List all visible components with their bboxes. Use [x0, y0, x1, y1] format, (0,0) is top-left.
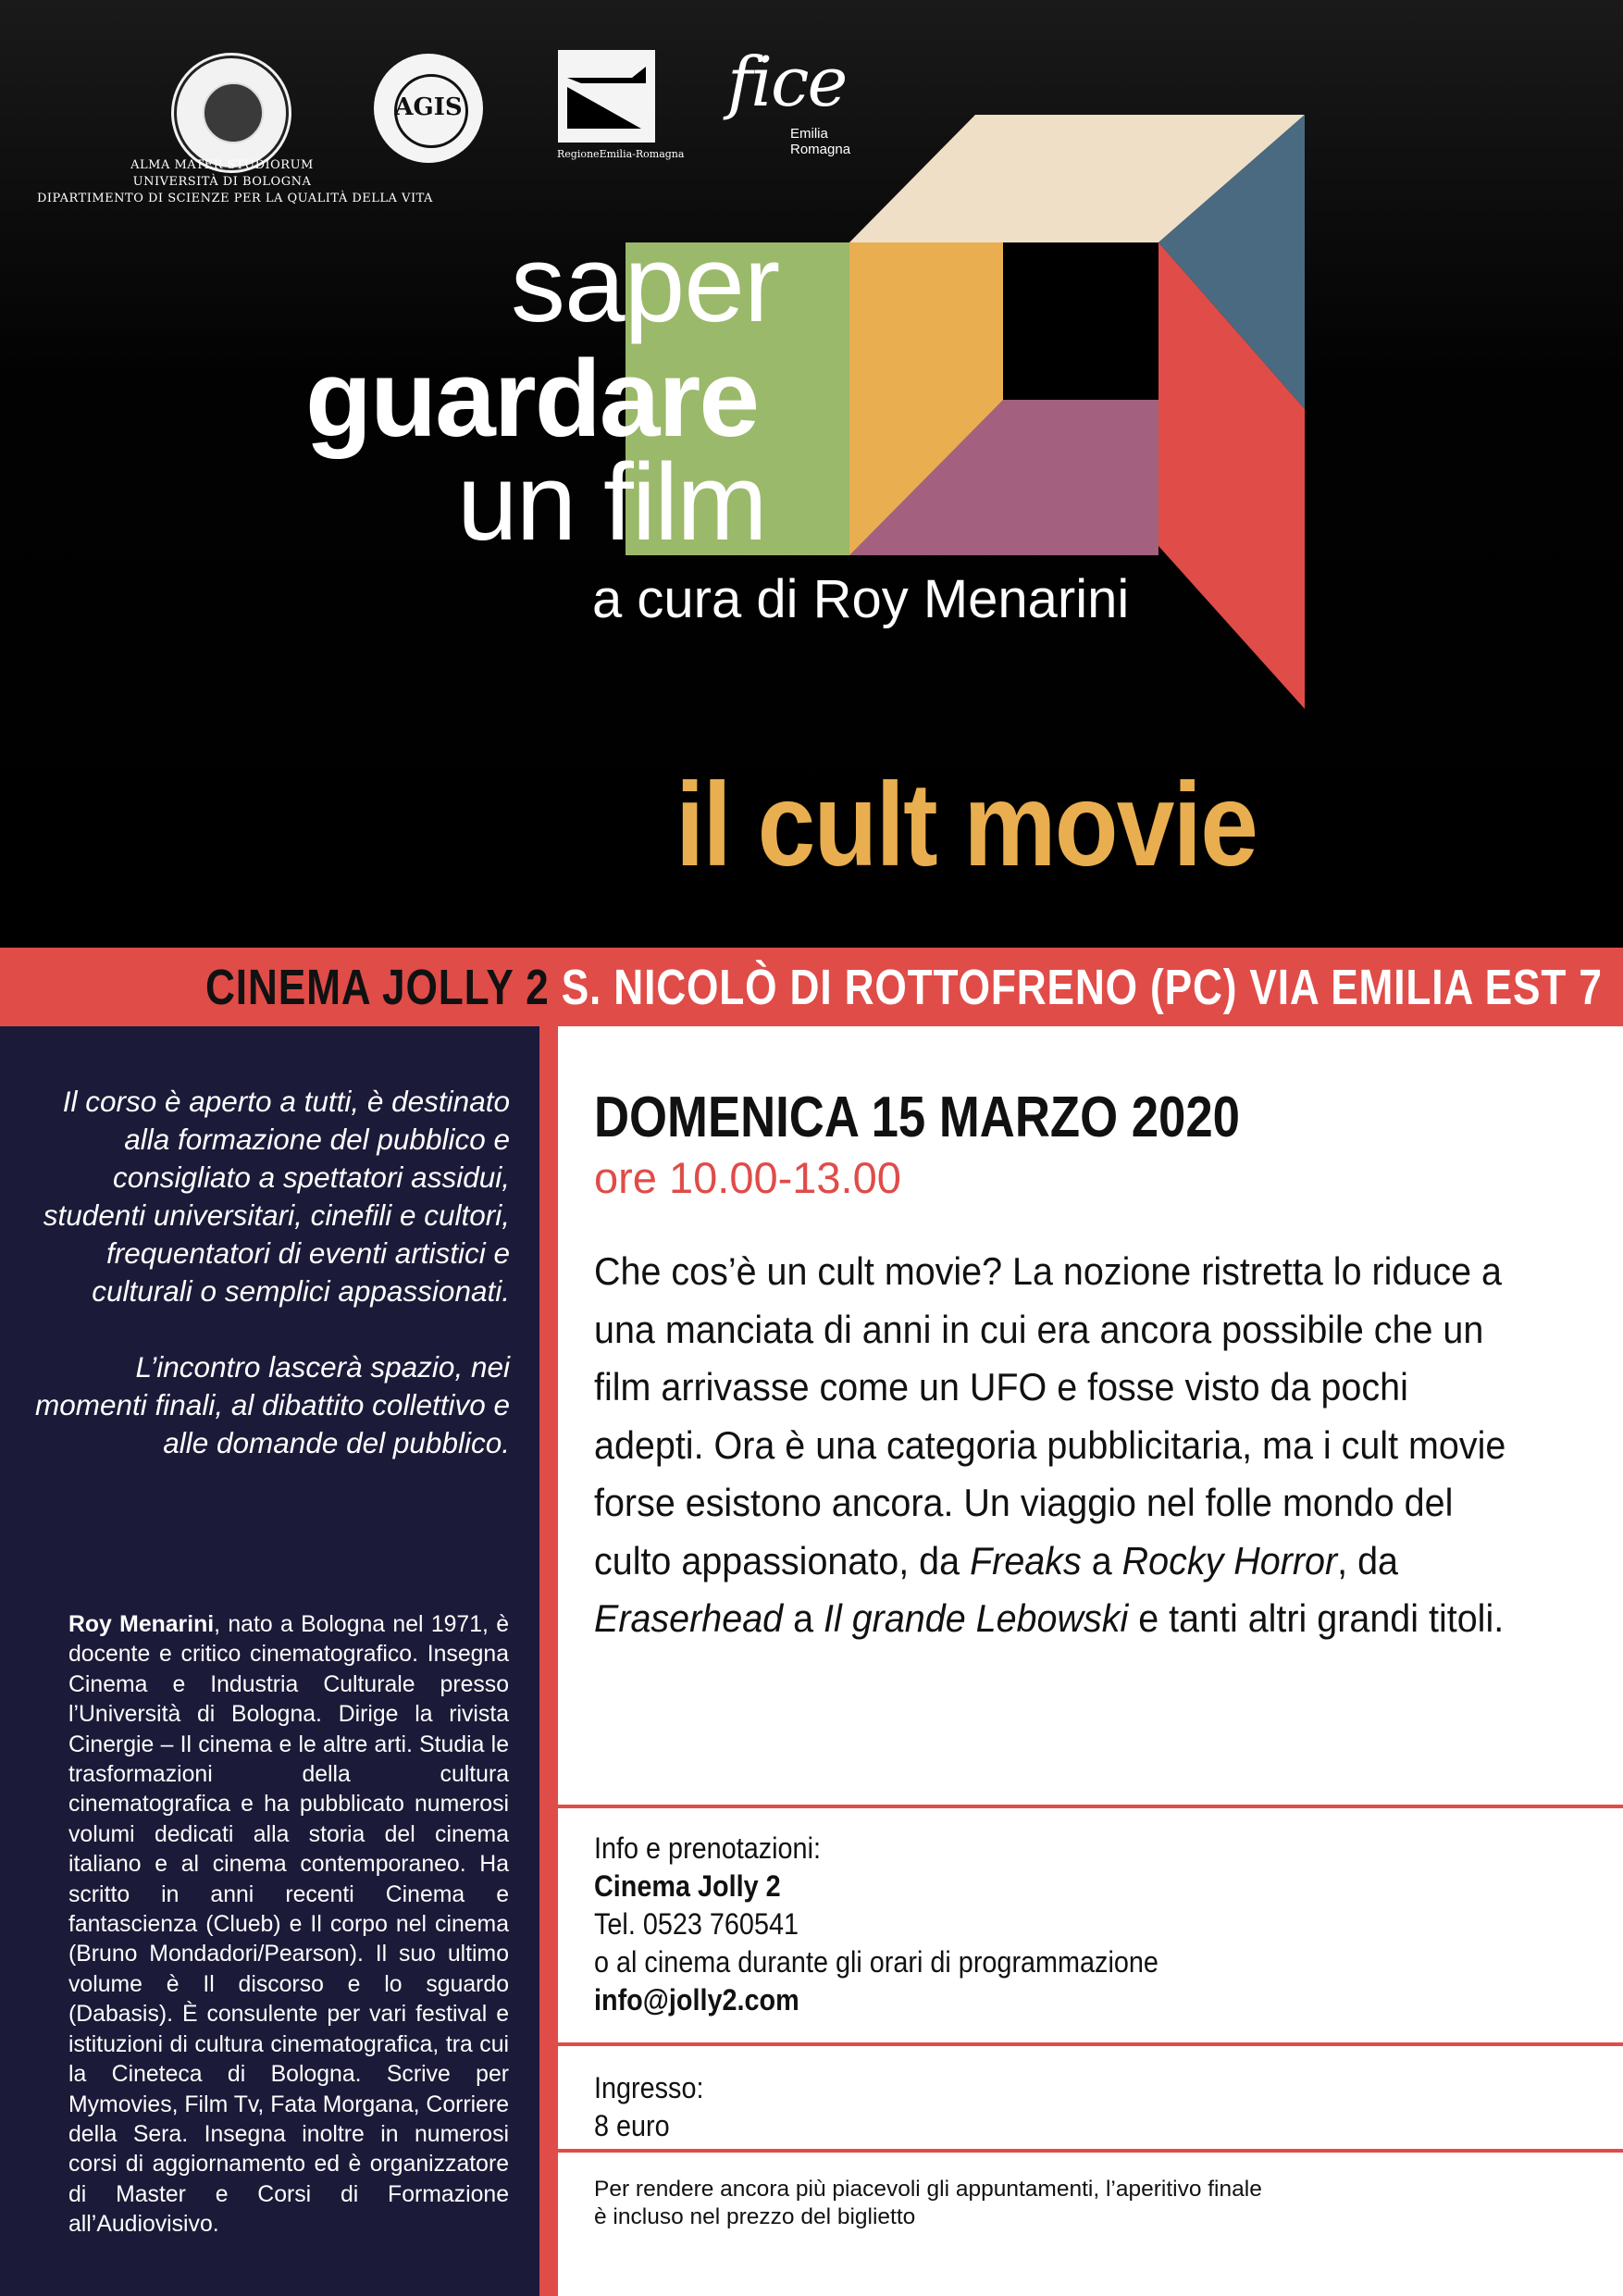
info-venue: Cinema Jolly 2	[594, 1869, 781, 1903]
regione-emilia-romagna-logo-icon	[558, 50, 655, 143]
note-line-1: Per rendere ancora più piacevoli gli appuntamenti, l’aperitivo finale	[594, 2177, 1262, 2202]
agis-logo-icon	[374, 54, 483, 163]
university-caption	[37, 157, 433, 207]
divider-info	[558, 1805, 1623, 1808]
divider-note	[558, 2149, 1623, 2153]
desc-text-1: Che cos’è un cult movie? La nozione ristretta lo riduce a una manciata di anni in cui era ancora possibile che un film arrivasse come un UFO e fosse visto da pochi adepti. Ora è una categoria pubblicitaria, ma i cult movie forse esistono ancora. Un viaggio nel folle mondo del culto appassionato, da	[594, 1249, 1506, 1582]
agis-letters	[374, 54, 483, 163]
event-time: ore 10.00-13.00	[594, 1153, 901, 1202]
desc-text-5: e tanti altri grandi titoli.	[1128, 1596, 1505, 1640]
university-line-3: DIPARTIMENTO DI SCIENZE PER LA QUALITÀ DELLA VITA	[37, 192, 433, 205]
fice-subtitle	[790, 126, 850, 157]
event-date: DOMENICA 15 MARZO 2020	[594, 1086, 1240, 1149]
university-line-2: UNIVERSITÀ DI BOLOGNA	[132, 175, 312, 189]
entry-block	[594, 2069, 703, 2145]
title-line-3: un film	[457, 441, 766, 564]
film-title-freaks: Freaks	[970, 1538, 1082, 1582]
topic-title: il cult movie	[675, 759, 1258, 891]
info-label: Info e prenotazioni:	[594, 1831, 821, 1865]
info-phone: Tel. 0523 760541	[594, 1907, 799, 1941]
desc-text-4: a	[783, 1596, 824, 1640]
university-seal-icon	[174, 56, 289, 170]
film-title-lebowski: Il grande Lebowski	[824, 1596, 1129, 1640]
curator: a cura di Roy Menarini	[592, 569, 1130, 629]
curator-bio	[68, 1610, 509, 2240]
info-alt: o al cinema durante gli orari di programmazione	[594, 1945, 1158, 1979]
cube-window	[1003, 242, 1158, 400]
column-divider	[539, 1026, 558, 2296]
venue-address: S. NICOLÒ DI ROTTOFRENO (PC) VIA EMILIA EST 7	[561, 960, 1603, 1015]
bio-text: , nato a Bologna nel 1971, è docente e critico cinematografico. Insegna Cinema e Industria Culturale presso l’Università di Bologna. Dirige la rivista Cinergie – Il cinema e le altre arti. Studia le trasformazioni della cultura cinematografica e ha pubblicato numerosi volumi dedicati alla storia del cinema italiano e al cinema contemporaneo. Ha scritto in anni recenti Cinema e fantascienza (Clueb) e Il corpo nel cinema (Bruno Mondadori/Pearson). Il suo ultimo volume è Il discorso e lo sguardo (Dabasis). È consulente per vari festival e istituzioni di cultura cinematografica, tra cui la Cineteca di Bologna. Scrive per Mymovies, Film Tv, Fata Morgana, Corriere della Sera. Insegna inoltre in numerosi corsi di aggiornamento ed è organizzatore di Master e Corsi di Formazione all’Audiovisivo.	[68, 1612, 509, 2238]
bio-name: Roy Menarini	[68, 1612, 215, 1637]
poster-header	[0, 0, 1623, 948]
fice-line-1: Emilia	[790, 126, 828, 142]
film-title-eraserhead: Eraserhead	[594, 1596, 784, 1640]
event-description	[594, 1243, 1507, 1648]
info-email[interactable]: info@jolly2.com	[594, 1983, 799, 2017]
title-line-1: saper	[511, 223, 780, 345]
aperitivo-note	[594, 2176, 1262, 2231]
intro-paragraph-1: Il corso è aperto a tutti, è destinato alla formazione del pubblico e consigliato a spettatori assidui, studenti universitari, cinefili e cultori, frequentatori di eventi artistici e culturali o semplici appassionati.	[43, 1085, 510, 1308]
fice-wordmark: fice	[727, 43, 847, 122]
course-intro	[29, 1083, 510, 1500]
regione-caption: RegioneEmilia-Romagna	[557, 148, 685, 160]
fice-line-2: Romagna	[790, 142, 851, 157]
venue-name: CINEMA JOLLY 2	[205, 960, 550, 1015]
info-block	[594, 1830, 1158, 2019]
title-line-2: guardare	[305, 338, 758, 460]
desc-text-3: , da	[1337, 1538, 1399, 1582]
divider-entry	[558, 2042, 1623, 2046]
svg-text:AGIS: AGIS	[394, 93, 463, 121]
entry-price: 8 euro	[594, 2109, 670, 2142]
university-line-1: ALMA MATER STUDIORUM	[130, 158, 314, 172]
note-line-2: è incluso nel prezzo del biglietto	[594, 2204, 916, 2229]
entry-label: Ingresso:	[594, 2071, 704, 2104]
desc-text-2: a	[1081, 1538, 1122, 1582]
seal-center	[203, 82, 264, 143]
film-title-rocky-horror: Rocky Horror	[1121, 1538, 1338, 1582]
intro-paragraph-2: L’incontro lascerà spazio, nei momenti finali, al dibattito collettivo e alle domande del pubblico.	[35, 1350, 510, 1459]
venue-line	[205, 958, 1603, 1017]
